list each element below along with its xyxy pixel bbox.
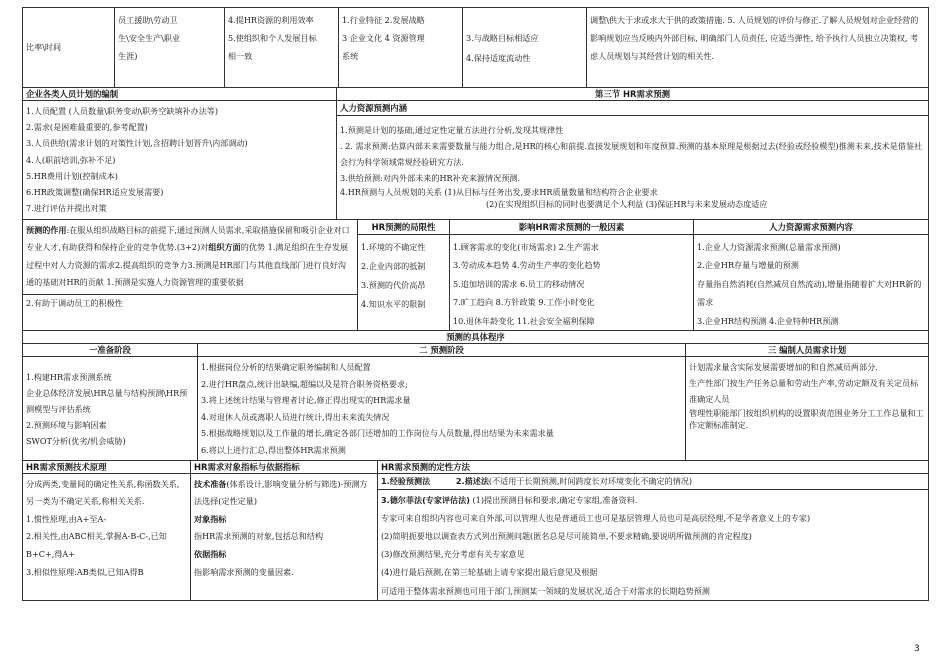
list-item: SWOT分析(优劣/机会威胁) <box>26 436 126 447</box>
list-item: 可适用于整体需求预测也可用于部门,预测某一领域的发展状况,适合于对需求的长期趋势预测 <box>381 585 710 596</box>
section-methods-row <box>22 460 929 601</box>
top-cell-3 <box>225 8 339 88</box>
list-item: 3.将上述统计结果与管理者讨论,修正得出现实的HR需求量 <box>201 395 411 406</box>
top-cell-4 <box>339 8 463 88</box>
phase1-title: 一准备阶段 <box>23 344 198 357</box>
qualitative-title: HR需求预测的定性方法 <box>378 460 929 473</box>
section-role-row <box>22 219 929 331</box>
list-item: 1.环境的不确定性 <box>361 242 426 252</box>
delphi-step-1: (1)提出预测目标和要求,确定专家组,准备资料. <box>469 494 638 505</box>
basis-indicator-text: 指影响需求预测的变量因素. <box>194 566 294 577</box>
tech-prep-label: 技术准备 <box>194 478 227 489</box>
line: 4.提HR资源的利用效率 <box>228 15 314 25</box>
experience-method: 1.经验预测法 <box>381 475 431 486</box>
list-item: 2.进行HR盘点,统计出缺编,超编以及是符合职务资格要求; <box>201 378 408 389</box>
section-plans-row <box>22 87 929 220</box>
content-title: 人力资源需求预测内容 <box>694 220 928 235</box>
list-item: 10.退休年龄变化 11.社会安全福利保障 <box>453 315 595 326</box>
list-item: 企业总体经济发展\HR总量与结构预测\HR预测模型与评估系统 <box>26 388 188 415</box>
list-item: 7.进行评估并提出对策 <box>26 203 107 214</box>
line: 1.行业特征 2.发展战略 <box>342 15 425 25</box>
section-procedure-row <box>22 330 929 461</box>
line: 生\安全生产\职业 <box>118 33 181 43</box>
phase2-cell <box>198 357 686 461</box>
delphi-method: 3.德尔菲法(专家评估法) <box>381 494 470 505</box>
list-item: 2.需求(是困难最重要的,参考配置) <box>26 122 148 133</box>
list-item: 2.企业内部的抵制 <box>361 261 426 271</box>
list-item: 2.企业HR存量与增量的预测 <box>697 260 799 271</box>
tech-prep-para <box>194 476 374 511</box>
list-item: 3.预测的代价高昂 <box>361 280 426 290</box>
list-item: (4)进行最后预测,在第三轮基础上请专家提出最后意见及根据 <box>381 567 598 578</box>
top-cell-2 <box>115 8 225 88</box>
list-item: 生产性部门按生产任务总量和劳动生产率,劳动定额及有关定员标准确定人员 <box>689 378 919 405</box>
list-item: 3.劳动成本趋势 4.劳动生产率的变化趋势 <box>453 260 601 271</box>
line: 生涯) <box>118 51 138 61</box>
tech-title: HR需求预测技术原理 <box>23 460 191 473</box>
list-item: 1.预测是计划的基础,通过定性定量方法进行分析,发现其规律性 <box>340 125 564 135</box>
qualitative-line-1 <box>378 474 928 490</box>
list-item: 4.对退休人员或离职人员进行统计,得出未来流失情况 <box>201 411 390 422</box>
list-item: 专家可来自组织内容也可来自外部,可以管理人也是普通员工也可是基层管理人员也可是高层经理,不是学者意义上的专家) <box>381 512 811 523</box>
list-item: (3)修改预测结果,充分考虑有关专家意见 <box>381 549 525 560</box>
demand-forecast-header: 第三节 HR需求预测 <box>337 88 929 101</box>
limitations-title: HR预测的局限性 <box>358 220 449 235</box>
list-item: 1.构建HR需求预测系统 <box>26 372 112 383</box>
list-item: . 2. 需求预测:估算内部未来需要数量与能力组合,是HR的核心和前提.直接发展规划和年度预算.预测的基本原理是根据过去(经验或经验模型)推测未来,技术是借鉴社会行为科学领域常规经验研究方法. <box>340 141 923 167</box>
line: 3.与战略目标相适应 <box>466 32 539 43</box>
list-item: 3.人员供给(需求计划的对策性计划,含招聘计划晋升\内部调动) <box>26 138 248 149</box>
limitations-cell <box>358 220 450 331</box>
page-number: 3 <box>914 644 920 654</box>
description-note: (不适用于长期预测,时间跨度长对环境变化不确定的情况) <box>488 475 693 486</box>
line: 系统 <box>342 51 359 61</box>
top-cell-5 <box>463 8 587 88</box>
basis-indicator-label: 依据指标 <box>194 548 227 559</box>
forecast-meaning-cell <box>337 101 929 220</box>
line: 5.使组织和个人发展目标 <box>228 33 317 43</box>
forecast-role-last: 2.有助于调动员工的积极性 <box>23 294 357 312</box>
forecast-role-text-2: 的优势 1.满足组织在生存发展过程中对人力资源的需求2.提高组织的竞争力3.预测是HR部门与其他直线部门进行良好沟通的基础对HR的贡献 1.预测是实施人力资源管理的重要依据 <box>26 242 349 288</box>
list-item: 3.供给预测:对内外部未来的HR补充来源情况预测. <box>340 173 520 183</box>
object-indicator-text: 指HR需求预测的对象,包括总和结构 <box>194 531 324 542</box>
forecast-role-bold: 组织方面 <box>208 242 241 253</box>
indicator-cell <box>191 473 378 600</box>
forecast-role-text: :在服从组织战略目标的前提下,通过预测人员需求,采取措施保留和吸引企业对口专业人才,有助获得和保持企业的竞争优势.(3+2)对 <box>26 225 350 253</box>
list-item: 存量指自然消耗(自然减员自然流动),增量指随着扩大对HR新的需求 <box>697 278 922 308</box>
object-indicator-label: 对象指标 <box>194 513 227 524</box>
top-continuation-row <box>22 7 929 88</box>
list-item: 7.旷工趋向 8.方针政策 9.工作小时变化 <box>453 297 595 308</box>
list-item: 2.预测环境与影响因素 <box>26 420 107 431</box>
qualitative-cell <box>378 473 929 600</box>
list-item: 3.企业HR结构预测 4.企业特种HR预测 <box>697 315 839 326</box>
list-item: 4.人(职前培训,弥补不足) <box>26 154 116 165</box>
content-cell <box>694 220 929 331</box>
list-item: (2)简明扼要地以调查表方式列出预测问题(匿名总是尽可能简单,不要求精确,要说明所做预测的肯定程度) <box>381 531 752 541</box>
procedure-title: 预测的具体程序 <box>23 331 929 344</box>
line: 相一致 <box>228 51 253 61</box>
list-item: 5.HR费用计划(控制成本) <box>26 170 118 181</box>
line: 4.保持适度流动性 <box>466 52 531 63</box>
list-item: 1.顾客需求的变化(市场需求) 2.生产需求 <box>453 242 599 252</box>
document-sheet <box>22 7 928 656</box>
tech-cell <box>23 473 191 600</box>
list-item: 管理性职能部门按组织机构的设置职责范围业务分工工作总量和工作定额标准制定. <box>689 408 924 431</box>
list-item: 1.根据岗位分析的结果确定职务编制和人员配置 <box>201 362 371 373</box>
phase3-cell <box>686 357 929 461</box>
list-item: 计划需求量含实际发展需要增加的和自然减员两部分. <box>689 362 878 373</box>
indicator-title: HR需求对象指标与依据指标 <box>191 460 378 473</box>
list-item: (2)在实现组织目标的同时也要满足个人利益 (3)保证HR与未来发展动态度适应 <box>486 199 768 209</box>
plans-header: 企业各类人员计划的编制 <box>23 88 337 101</box>
line: 员工援助\劳动卫 <box>118 15 178 25</box>
list-item: 6.HR政策调整(确保HR适应发展需要) <box>26 187 164 198</box>
phase1-cell <box>23 357 198 461</box>
plans-list <box>23 101 337 220</box>
list-item: 1.惯性原理,由A+至A- <box>26 513 107 524</box>
forecast-role-cell <box>23 220 358 331</box>
top-cell-6: 调整\供大于求或求大于供的政策措施. 5. 人员规划的评价与修正.了解人员规划对企业经营的影响规划应当反映内外部目标, 明确部门人员责任, 应适当弹性, 给予执行人员独立决策权, 考虑人员规划与其经营计划的相关性. <box>587 8 929 88</box>
list-item: 5.追加培训的需求 6.员工的移动情况 <box>453 278 585 289</box>
forecast-role-title: 预测的作用 <box>26 225 67 235</box>
top-cell-1: 比率\时间 <box>23 8 115 88</box>
tech-prep-text: (体系设计,影响变量分析与筛选)-预测方法选择(定性定量) <box>194 478 368 507</box>
list-item: 4.HR预测与人员规划的关系 (1)从目标与任务出发,要求HR质量数量和结构符合企业要求 <box>340 187 658 197</box>
list-item: 5.根据战略规划以及工作量的增长,确定各部门还增加的工作岗位与人员数量,得出结果为未来需求量 <box>201 428 554 439</box>
list-item: 4.知识水平的限制 <box>361 299 426 309</box>
factors-title: 影响HR需求预测的一般因素 <box>450 220 693 235</box>
phase2-title: 二 预测阶段 <box>198 344 686 357</box>
list-item: 1.企业人力资源需求预测(总量需求预测) <box>697 242 841 252</box>
line: 3 企业文化 4 资源管理 <box>342 33 425 43</box>
list-item: 3.相似性原理:AB类似,已知A得B <box>26 566 144 577</box>
list-item: 6.将以上进行汇总,得出整体HR需求预测 <box>201 445 346 455</box>
factors-cell <box>450 220 694 331</box>
phase3-title: 三 编制人员需求计划 <box>686 344 929 357</box>
forecast-meaning-title: 人力资源预测内涵 <box>337 101 928 116</box>
list-item: 分成两类,变量间的确定性关系,称函数关系,另一类为不确定关系,称相关关系. <box>26 478 180 507</box>
description-method: 2.描述法 <box>455 475 489 486</box>
delphi-line <box>381 491 925 509</box>
list-item: 2.相关性,由ABC相关,掌握A-B-C-,已知B+C+,得A+ <box>26 531 167 559</box>
list-item: 1.人员配置 (人员数量\职务变动\职务空缺填补办法等) <box>26 106 219 116</box>
